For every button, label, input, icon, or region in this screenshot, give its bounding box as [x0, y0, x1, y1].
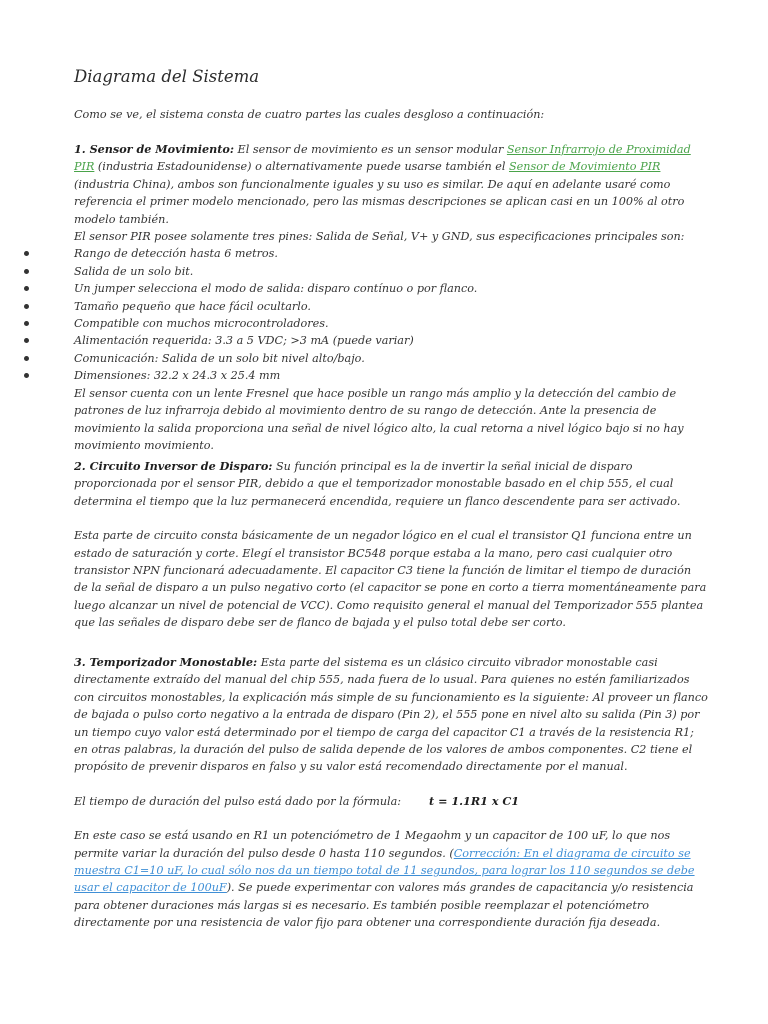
formula-text: El tiempo de duración del pulso está dado por la fórmula:: [74, 794, 402, 808]
list-item: [74, 332, 708, 349]
section-monostable: [74, 654, 708, 932]
bullet-icon: [24, 251, 29, 256]
list-item: [74, 298, 708, 315]
spec-text: Un jumper selecciona el modo de salida: disparo contínuo o por flanco.: [74, 282, 478, 296]
list-item: [74, 367, 708, 384]
sensor-text-1: El sensor de movimiento es un sensor modular: [234, 143, 507, 156]
bullet-icon: [24, 356, 29, 361]
pir-motion-link[interactable]: Sensor de Movimiento PIR: [508, 160, 661, 174]
list-item: [74, 245, 708, 262]
spec-text: Alimentación requerida: 3.3 a 5 VDC; >3 mA (puede variar): [74, 334, 414, 348]
formula: t = 1.1R1 x C1: [429, 793, 520, 808]
monostable-paragraph: [74, 654, 708, 776]
intro-text: Como se ve, el sistema consta de cuatro partes las cuales desgloso a continuación:: [74, 108, 545, 121]
spec-text: Comunicación: Salida de un solo bit nivel alto/bajo.: [74, 351, 365, 365]
section-inverter: [74, 458, 708, 632]
correction-note: Corrección: En el diagrama de circuito se muestra C1=10 uF, lo cual sólo nos da un tiempo total de 11 segundos, para lograr los 110 segundos se debe usar el capacitor de 100uF: [74, 846, 695, 895]
bullet-icon: [24, 304, 29, 309]
bullet-icon: [24, 269, 29, 274]
monostable-text-1: Esta parte del sistema es un clásico circuito vibrador monostable casi directamente extraído del manual del chip 555, nada fuera de lo usual. Para quienes no estén familiarizados con circuitos monostables, la explicación más simple de su funcionamiento es la siguiente: Al proveer un flanco de bajada o pulso corto negativo a la entrada de disparo (Pin 2), el 555 pone en nivel alto su salida (Pin 3) por un tiempo cuyo valor está determinado por el tiempo de carga del capacitor C1 a través de la resistencia R1; en otras palabras, la duración del pulso de salida depende de los valores de ambos componentes. C2 tiene el propósito de prevenir disparos en falso y su valor está recomendado directamente por el manual.: [74, 656, 708, 774]
list-item: [74, 350, 708, 367]
list-item: [74, 263, 708, 280]
list-item: [74, 315, 708, 332]
inverter-paragraph: [74, 458, 708, 510]
intro-paragraph: [74, 106, 708, 123]
sensor-label: 1. Sensor de Movimiento:: [74, 142, 234, 156]
spec-list: [74, 245, 708, 384]
sensor-text-2: (industria Estadounidense) o alternativamente puede usarse también el: [94, 160, 509, 174]
sensor-text-3: (industria China), ambos son funcionalmente iguales y su uso es similar. De aquí en adelante usaré como referencia el primer modelo mencionado, pero las mismas descripciones se aplican casi en un 100% al otro modelo también.: [74, 177, 685, 226]
page-title: Diagrama del Sistema: [74, 67, 260, 86]
formula-line: [74, 793, 708, 810]
bullet-icon: [24, 373, 29, 378]
fresnel-text: El sensor cuenta con un lente Fresnel que hace posible un rango más amplio y la detección del cambio de patrones de luz infrarroja debido al movimiento dentro de su rango de detección. Ante la presencia de movimiento la salida proporciona una señal de nivel lógico alto, la cual retorna a nivel lógico bajo si no hay movimiento movimiento.: [74, 386, 684, 452]
bullet-icon: [24, 286, 29, 291]
potentiometer-paragraph: [74, 827, 708, 931]
spec-text: Salida de un solo bit.: [74, 264, 194, 278]
spec-text: Rango de detección hasta 6 metros.: [74, 247, 278, 261]
spec-text: Compatible con muchos microcontroladores.: [74, 317, 329, 331]
spec-text: Tamaño pequeño que hace fácil ocultarlo.: [74, 299, 311, 313]
bullet-icon: [24, 321, 29, 326]
spec-text: Dimensiones: 32.2 x 24.3 x 25.4 mm: [74, 369, 281, 383]
list-item: [74, 280, 708, 297]
inverter-label: 2. Circuito Inversor de Disparo:: [74, 459, 273, 473]
bullet-icon: [24, 338, 29, 343]
monostable-label: 3. Temporizador Monostable:: [74, 655, 258, 669]
pir-proximity-link[interactable]: Sensor Infrarrojo de Proximidad PIR: [74, 143, 691, 174]
potentiometer-text-2: ). Se puede experimentar con valores más grandes de capacitancia y/o resistencia para obtener duraciones más largas si es necesario. Es también posible reemplazar el potenciómetro directamente por una resistencia de valor fijo para obtener una correspondiente duración fija deseada.: [74, 881, 694, 930]
sensor-paragraph: [74, 141, 708, 228]
inverter-paragraph-2: Esta parte de circuito consta básicamente de un negador lógico en el cual el transistor Q1 funciona entre un estado de saturación y corte. Elegí el transistor BC548 porque estaba a la mano, pero casi cualquier otro transistor NPN funcionará adecuadamente. El capacitor C3 tiene la función de limitar el tiempo de duración de la señal de disparo a un pulso negativo corto (el capacitor se pone en corto a tierra momentáneamente para luego alcanzar un nivel de potencial de VCC). Como requisito general el manual del Temporizador 555 plantea que las señales de disparo debe ser de flanco de bajada y el pulso total debe ser corto.: [74, 529, 707, 630]
sensor-pins-text: El sensor PIR posee solamente tres pines: Salida de Señal, V+ y GND, sus especificaciones principales son:: [74, 230, 685, 244]
section-sensor: [74, 141, 708, 454]
potentiometer-text-1: En este caso se está usando en R1 un potenciómetro de 1 Megaohm y un capacitor de 100 uF, lo que nos permite variar la duración del pulso desde 0 hasta 110 segundos. (: [74, 829, 671, 860]
inverter-text-1: Su función principal es la de invertir la señal inicial de disparo proporcionada por el sensor PIR, debido a que el temporizador monostable basado en el chip 555, el cual determina el tiempo que la luz permanecerá encendida, requiere un flanco descendente para ser activado.: [74, 460, 681, 508]
